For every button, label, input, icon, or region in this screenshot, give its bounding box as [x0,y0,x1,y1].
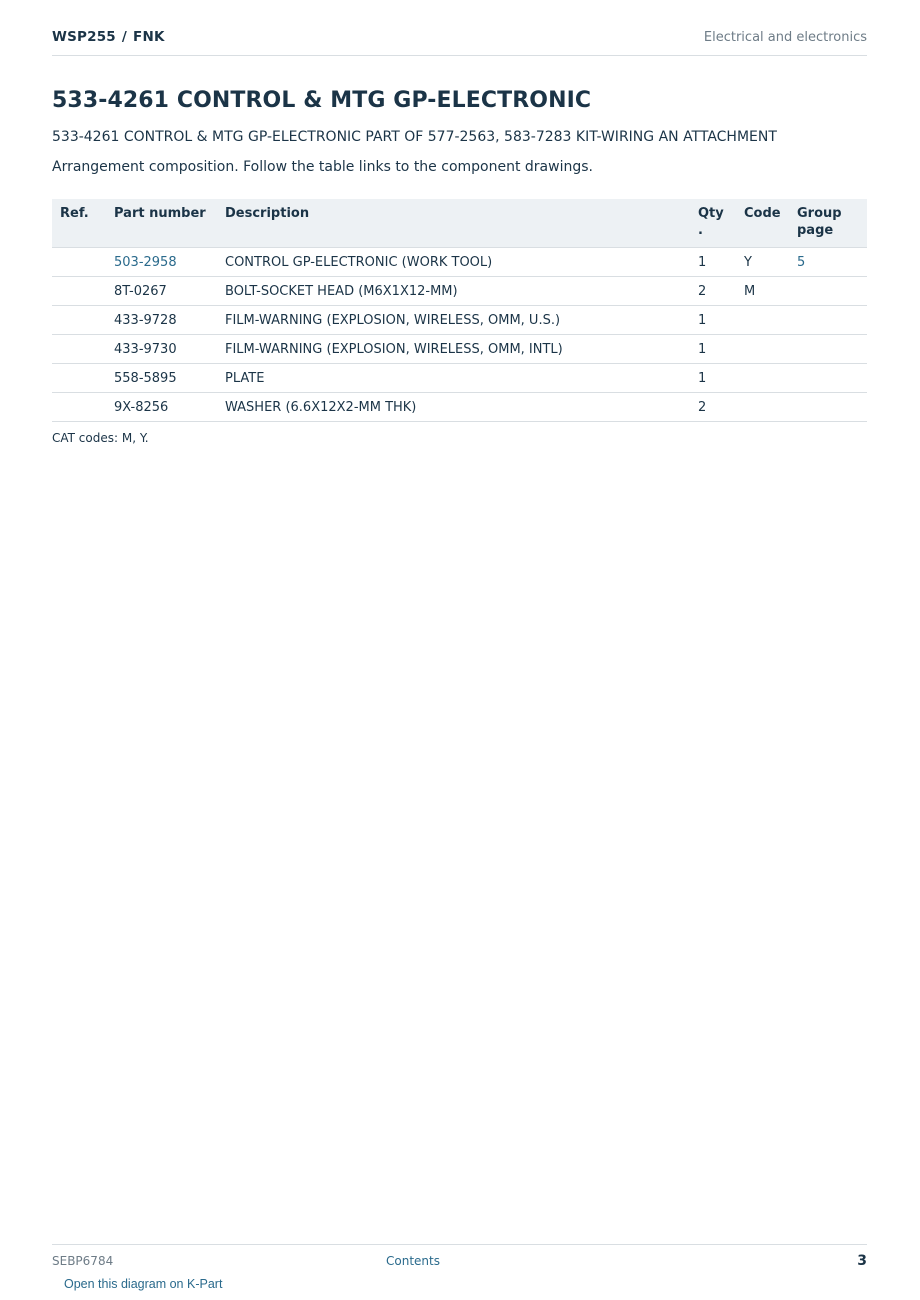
header-ref: Ref. [52,199,108,248]
intro-text: Arrangement composition. Follow the table links to the component drawings. [52,159,593,175]
page-number: 3 [857,1253,867,1269]
group-page-link[interactable]: 5 [797,254,806,270]
cell-description: WASHER (6.6X12X2-MM THK) [219,393,692,422]
breadcrumb-model: WSP255 [52,29,116,45]
cell-part-number: 8T-0267 [108,277,219,306]
breadcrumb [52,29,165,45]
cell-description: PLATE [219,364,692,393]
cell-qty: 1 [692,364,738,393]
cell-group-page [791,277,867,306]
breadcrumb-separator: / [121,29,128,45]
cell-code [738,393,791,422]
header-row [52,199,867,248]
cell-group-page [791,364,867,393]
section-name: Electrical and electronics [703,30,867,45]
cell-qty: 1 [692,335,738,364]
table-row [52,277,867,306]
cell-qty: 1 [692,248,738,277]
cell-ref [52,306,108,335]
header-group-line2: page [797,223,834,238]
page-footer [52,1244,867,1275]
parts-table [52,199,867,422]
breadcrumb-serial-prefix: FNK [133,29,165,45]
header-description: Description [219,199,692,248]
cell-group-page [791,335,867,364]
cell-description: CONTROL GP-ELECTRONIC (WORK TOOL) [219,248,692,277]
cell-ref [52,277,108,306]
cell-code [738,335,791,364]
header-qty-line1: Qty [698,206,724,221]
cell-group-page [791,306,867,335]
cell-part-number [108,248,219,277]
table-row [52,335,867,364]
header-qty-line2: . [698,223,703,238]
cell-part-number: 9X-8256 [108,393,219,422]
cell-code [738,364,791,393]
page-title: 533-4261 CONTROL & MTG GP-ELECTRONIC [52,88,592,113]
cell-code: M [738,277,791,306]
cell-qty: 2 [692,277,738,306]
cell-ref [52,335,108,364]
cell-ref [52,364,108,393]
table-row [52,306,867,335]
cell-part-number: 558-5895 [108,364,219,393]
cell-qty: 1 [692,306,738,335]
cell-group-page [791,393,867,422]
table-row [52,248,867,277]
cell-description: FILM-WARNING (EXPLOSION, WIRELESS, OMM, U.S.) [219,306,692,335]
cell-code [738,306,791,335]
cat-codes-note: CAT codes: M, Y. [52,431,149,445]
cell-part-number: 433-9730 [108,335,219,364]
cell-description: BOLT-SOCKET HEAD (M6X1X12-MM) [219,277,692,306]
header-qty [692,199,738,248]
table-row [52,393,867,422]
page-header [52,28,867,56]
header-group-line1: Group [797,206,842,221]
cell-group-page [791,248,867,277]
table-row [52,364,867,393]
header-part-number: Part number [108,199,219,248]
document-code: SEBP6784 [52,1254,114,1268]
header-group-page [791,199,867,248]
page-subtitle: 533-4261 CONTROL & MTG GP-ELECTRONIC PART OF 577-2563, 583-7283 KIT-WIRING AN ATTACHMENT [52,129,777,145]
cell-description: FILM-WARNING (EXPLOSION, WIRELESS, OMM, INTL) [219,335,692,364]
open-kpart-link[interactable]: Open this diagram on K-Part [64,1277,223,1291]
header-code: Code [738,199,791,248]
cell-ref [52,393,108,422]
parts-table-header [52,199,867,248]
parts-table-body [52,248,867,422]
cell-qty: 2 [692,393,738,422]
contents-link[interactable]: Contents [386,1254,440,1268]
cell-part-number: 433-9728 [108,306,219,335]
cell-ref [52,248,108,277]
cell-code: Y [738,248,791,277]
part-number-link[interactable]: 503-2958 [114,254,177,270]
